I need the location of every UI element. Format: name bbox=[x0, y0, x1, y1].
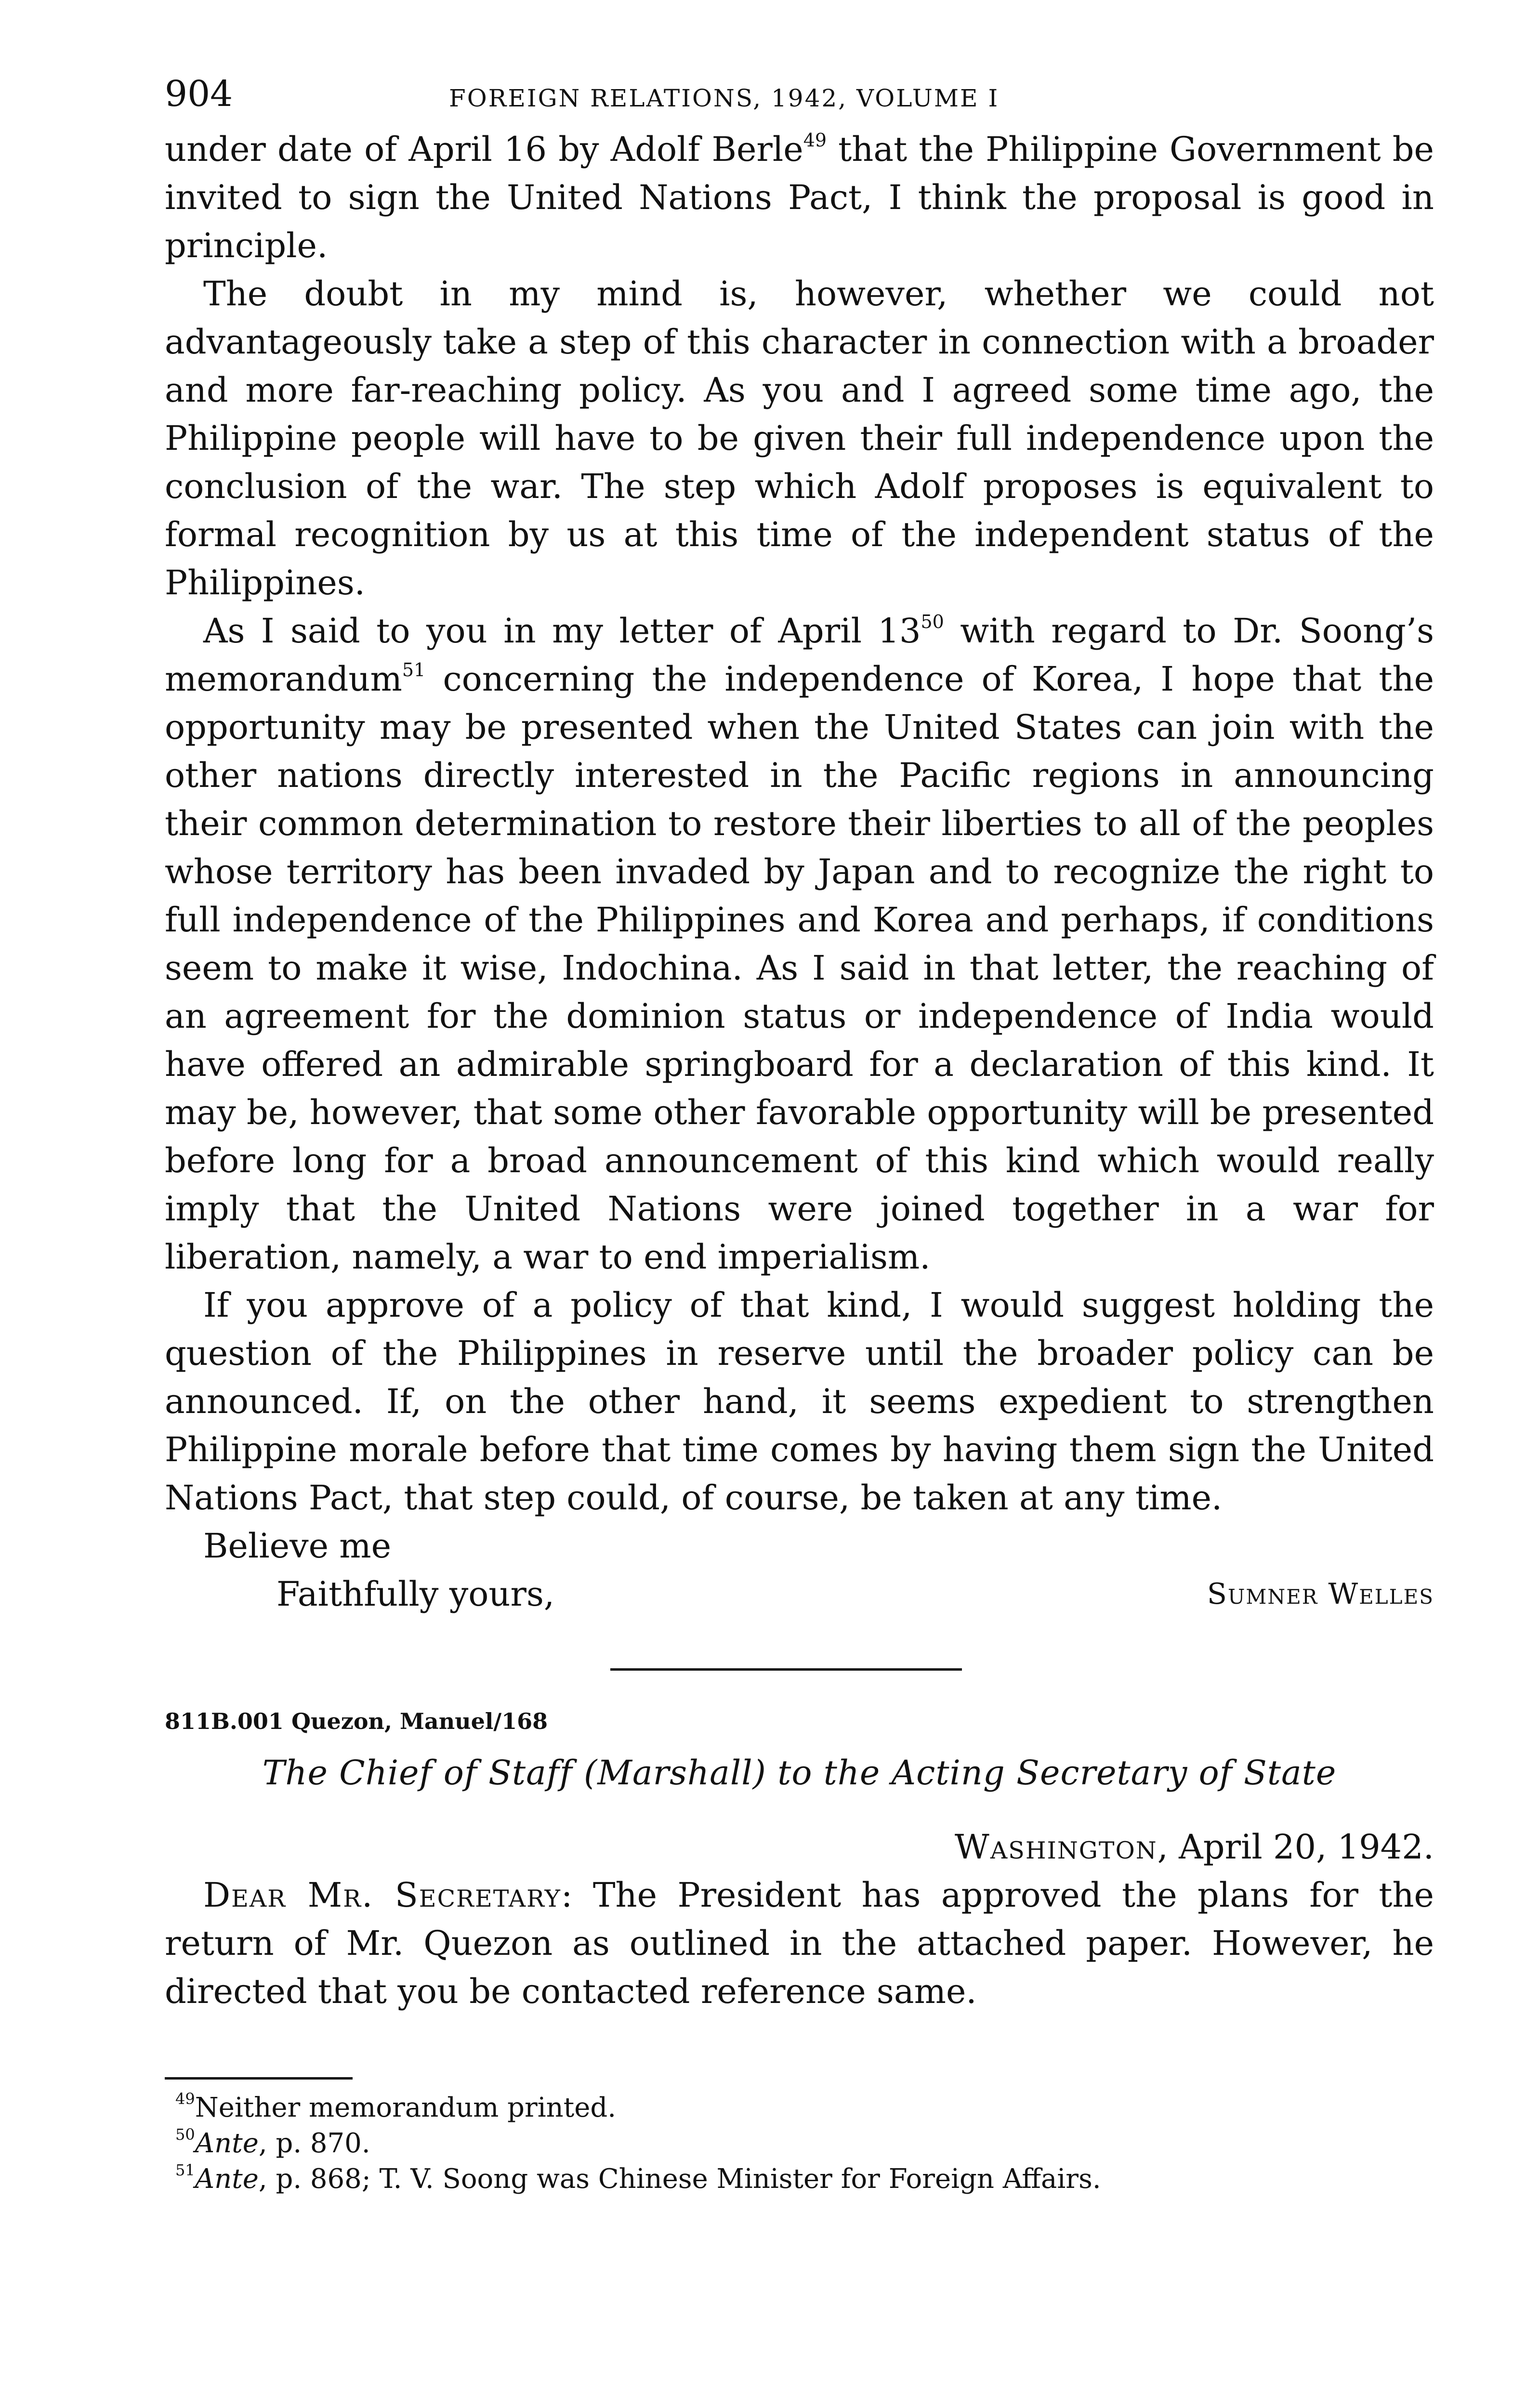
salutation: Dear Mr. Secretary bbox=[203, 1875, 561, 1915]
file-reference: 811B.001 Quezon, Manuel/168 bbox=[165, 1708, 548, 1734]
letter-paragraph-4: If you approve of a policy of that kind, I would suggest holding the question of the Philippines in reserve until the broader policy can be announced. If, on the other hand, it seems expedient to strengthen Philippine morale before that time comes by having them sign the United Nations Pact, that step could, of course, be taken at any time. bbox=[165, 1285, 1434, 1518]
para1-text-a: under date of April 16 by Adolf Berle bbox=[165, 130, 803, 169]
footnote-number: 49 bbox=[175, 2090, 195, 2108]
letter-body bbox=[165, 125, 1434, 1522]
dateline-date: , April 20, 1942. bbox=[1157, 1827, 1434, 1867]
footnote-51 bbox=[165, 2161, 1434, 2197]
footnote-ref-51: 51 bbox=[402, 659, 426, 681]
footnote-text: , p. 870. bbox=[258, 2128, 370, 2159]
footnote-text: , p. 868; T. V. Soong was Chinese Minister for Foreign Affairs. bbox=[258, 2163, 1101, 2195]
running-head bbox=[165, 72, 1434, 125]
memo-text: : The President has approved the plans for the return of Mr. Quezon as outlined in the attached paper. However, he directed that you be contacted reference same. bbox=[165, 1875, 1434, 2011]
page-number: 904 bbox=[165, 73, 233, 115]
memo-body bbox=[165, 1871, 1434, 2015]
complimentary-close: Faithfully yours, bbox=[276, 1574, 555, 1614]
footnote-50 bbox=[165, 2126, 1434, 2161]
closing-line: Believe me bbox=[203, 1526, 392, 1566]
document-page bbox=[165, 72, 1434, 2197]
dateline bbox=[165, 1823, 1434, 1871]
para1-text-b: that the Philippine Government be invited to sign the United Nations Pact, I think the proposal is good in principle. bbox=[165, 130, 1434, 265]
signature-row bbox=[165, 1570, 1434, 1620]
footnote-text: Neither memorandum printed. bbox=[195, 2092, 617, 2123]
para3-text-c: concerning the independence of Korea, I hope that the opportunity may be presented when the United States can join with the other nations directly interested in the Pacific regions in announcing their common determination to restore their liberties to all of the peoples whose territory has been invaded by Japan and to recognize the right to full independence of the Philippines and Korea and perhaps, if conditions seem to make it wise, Indochina. As I said in that letter, the reaching of an agreement for the dominion status or independence of India would have offered an admirable springboard for a declaration of this kind. It may be, however, that some other favorable opportunity will be presented before long for a broad announcement of this kind which would really imply that the United Nations were joined together in a war for liberation, namely, a war to end imperialism. bbox=[165, 659, 1434, 1277]
footnote-ante: Ante bbox=[195, 2128, 259, 2159]
signature: Sumner Welles bbox=[1207, 1577, 1434, 1611]
document-heading: The Chief of Staff (Marshall) to the Acting Secretary of State bbox=[262, 1753, 1337, 1793]
letter-paragraph-3 bbox=[165, 607, 1434, 1281]
memo-paragraph bbox=[165, 1871, 1434, 2015]
para3-text-b: with regard to Dr. Soong’s memorandum bbox=[165, 611, 1434, 699]
section-divider bbox=[610, 1668, 962, 1671]
footnote-ante: Ante bbox=[195, 2163, 259, 2195]
footnote-rule bbox=[165, 2077, 353, 2080]
running-title: FOREIGN RELATIONS, 1942, VOLUME I bbox=[449, 84, 1000, 112]
letter-paragraph-2: The doubt in my mind is, however, whether we could not advantageously take a step of this character in connection with a broader and more far-reaching policy. As you and I agreed some time ago, the Philippine people will have to be given their full independence upon the conclusion of the war. The step which Adolf proposes is equivalent to formal recognition by us at this time of the independent status of the Philippines. bbox=[165, 274, 1434, 602]
footnote-number: 51 bbox=[175, 2161, 195, 2179]
footnote-49 bbox=[165, 2090, 1434, 2126]
letter-paragraph-1 bbox=[165, 125, 1434, 270]
footnotes bbox=[165, 2090, 1434, 2197]
footnote-number: 50 bbox=[175, 2125, 195, 2144]
dateline-place: Washington bbox=[954, 1827, 1158, 1867]
footnote-ref-50: 50 bbox=[921, 611, 944, 632]
para3-text-a: As I said to you in my letter of April 13 bbox=[203, 611, 921, 651]
footnote-ref-49: 49 bbox=[803, 130, 827, 151]
